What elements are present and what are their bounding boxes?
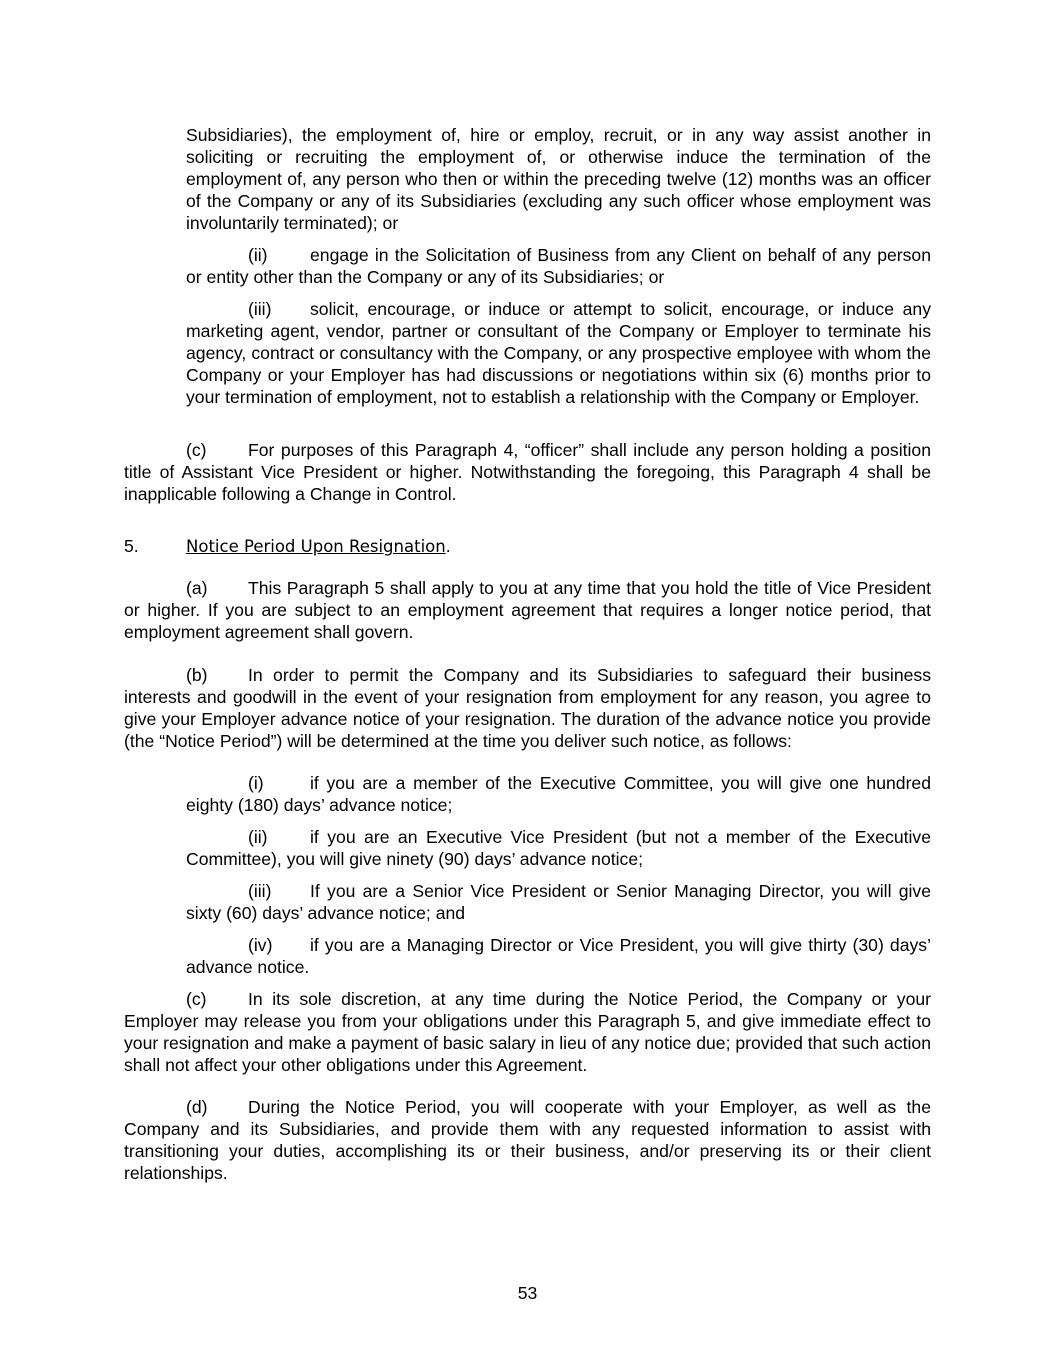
page-number: 53 [517,1283,538,1303]
paragraph-4-b-iii [186,298,931,408]
item-label: (iii) [248,881,272,901]
paragraph-5-c [124,988,931,1076]
paragraph-text: engage in the Solicitation of Business from any Client on behalf of any person or entity other than the Company or any of its Subsidiaries; or [186,245,931,287]
item-label: (iv) [248,935,273,955]
paragraph-text: During the Notice Period, you will cooperate with your Employer, as well as the Company and its Subsidiaries, and provide them with any requested information to assist with transitioning your duties, accomplishing its or their business, and/or preserving its or their client relationships. [124,1097,931,1183]
item-label: (c) [186,989,207,1009]
paragraph-5-a [124,577,931,643]
paragraph-text: Subsidiaries), the employment of, hire or employ, recruit, or in any way assist another in soliciting or recruiting the employment of, or otherwise induce the termination of the employment of, any person who then or within the preceding twelve (12) months was an officer of the Company or any of its Subsidiaries (excluding any such officer whose employment was involuntarily terminated); or [186,125,931,233]
item-label: (d) [186,1097,208,1117]
paragraph-text: In order to permit the Company and its Subsidiaries to safeguard their business interests and goodwill in the event of your resignation from employment for any reason, you agree to give your Employer advance notice of your resignation. The duration of the advance notice you provide (the “Notice Period”) will be determined at the time you deliver such notice, as follows: [124,665,931,751]
paragraph-text: if you are a Managing Director or Vice President, you will give thirty (30) days’ advance notice. [186,935,931,977]
item-label: (ii) [248,827,268,847]
item-label: (b) [186,665,208,685]
paragraph-text: if you are a member of the Executive Committee, you will give one hundred eighty (180) days’ advance notice; [186,773,931,815]
paragraph-5-b-iv [186,934,931,978]
paragraph-text: For purposes of this Paragraph 4, “officer” shall include any person holding a position title of Assistant Vice President or higher. Notwithstanding the foregoing, this Paragraph 4 shall be inapplicable following a Change in Control. [124,440,931,504]
item-label: (ii) [248,245,268,265]
paragraph-text: solicit, encourage, or induce or attempt to solicit, encourage, or induce any marketing agent, vendor, partner or consultant of the Company or Employer to terminate his agency, contract or consultancy with the Company, or any prospective employee with whom the Company or your Employer has had discussions or negotiations within six (6) months prior to your termination of employment, not to establish a relationship with the Company or Employer. [186,299,931,407]
section-number: 5. [124,536,139,556]
paragraph-5-b-iii [186,880,931,924]
section-title: Notice Period Upon Resignation [186,537,446,556]
item-label: (i) [248,773,264,793]
paragraph-4-c [124,439,931,505]
paragraph-continuation [186,124,931,234]
item-label: (c) [186,440,207,460]
paragraph-text: In its sole discretion, at any time during the Notice Period, the Company or your Employer may release you from your obligations under this Paragraph 5, and give immediate effect to your resignation and make a payment of basic salary in lieu of any notice due; provided that such action shall not affect your other obligations under this Agreement. [124,989,931,1075]
paragraph-5-b-ii [186,826,931,870]
paragraph-5-b-i [186,772,931,816]
paragraph-text: This Paragraph 5 shall apply to you at any time that you hold the title of Vice President or higher. If you are subject to an employment agreement that requires a longer notice period, that employment agreement shall govern. [124,578,931,642]
paragraph-text: If you are a Senior Vice President or Senior Managing Director, you will give sixty (60) days’ advance notice; and [186,881,931,923]
paragraph-5-b [124,664,931,752]
paragraph-text: if you are an Executive Vice President (but not a member of the Executive Committee), you will give ninety (90) days’ advance notice; [186,827,931,869]
section-title-suffix: . [445,536,451,556]
paragraph-4-b-ii [186,244,931,288]
section-5-heading [124,535,451,558]
item-label: (iii) [248,299,272,319]
item-label: (a) [186,578,208,598]
paragraph-5-d [124,1096,931,1184]
